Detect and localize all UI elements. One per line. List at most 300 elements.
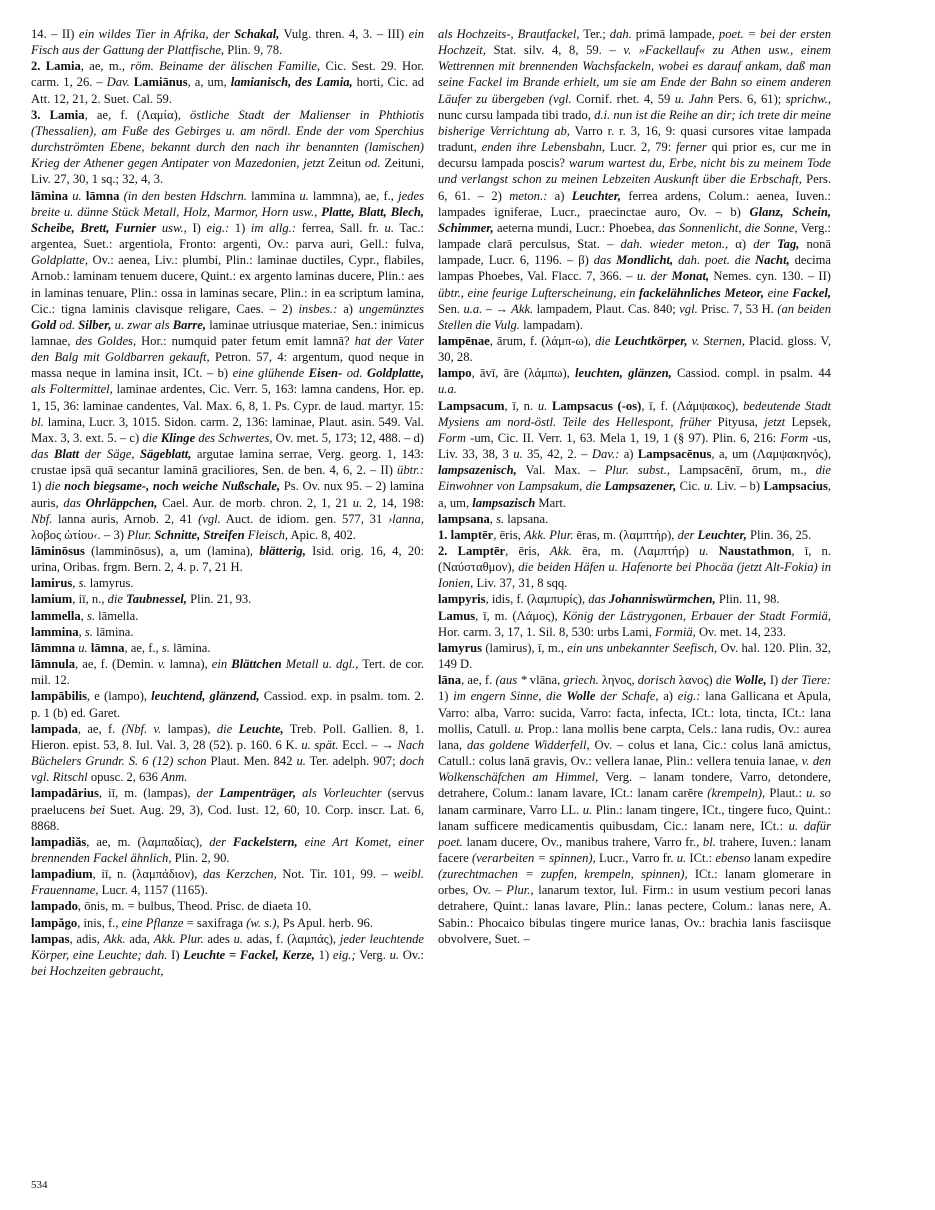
entry-text: u. Jahn [674, 91, 714, 106]
entry-headword: Naustathmon [718, 544, 792, 558]
entry-text: Cornif. rhet. 4, 59 [571, 91, 675, 106]
entry-text: , adis, [69, 931, 104, 946]
entry-text: Pers. 6, 61); [713, 91, 786, 106]
entry-text: , ae, m., [80, 59, 131, 74]
entry-text: (aus * [495, 673, 527, 688]
entry-headword: Lamiānus [133, 75, 188, 90]
entry-text: 1) [31, 479, 46, 494]
entry-text: -us, Liv. 33, 38, 3 [438, 430, 831, 462]
entry-text: Dav. [106, 75, 134, 90]
entry-text: Glanz, Schein, Schimmer, [438, 204, 831, 235]
entry-text: Tag, [777, 237, 800, 252]
entry-text: Pers. 6, 61. – 2) [438, 172, 831, 203]
entry-text: Hor.: numquid pater fetum emit lamnā? [136, 333, 355, 348]
entry-text: Cassiod. compl. in psalm. 44 [671, 366, 831, 381]
entry-text: Metall u. dgl., [281, 657, 359, 672]
entry-text: ein Fisch aus der Gattung der Plattfische, [31, 27, 424, 58]
left-column [31, 26, 424, 979]
entry-text: lampadem, Plaut. Cas. 840; [533, 301, 680, 316]
entry-text: ferrea ardens, Colum.: aenea, Iuven.: lampades igniferae, Lucr., praecinctae auro, Ov. – b) [438, 188, 831, 219]
entry-text: u. [389, 947, 400, 962]
entry-text: die beiden Häfen u. Hafenorte bei Phocäa (jetzt Alt-Fokia) in Ionien, [438, 560, 832, 591]
entry-text: u. [582, 802, 593, 817]
entry-text: (krempeln), [707, 786, 766, 801]
entry-text: Zeitun [324, 156, 365, 171]
entry-text: ēra, m. (Λαμπτήρ) [571, 544, 700, 558]
entry-text: Lucr. 2, 79: [605, 140, 677, 155]
entry-text: die [45, 479, 65, 494]
entry-text: das Sonnenlicht, die Sonne, [657, 220, 798, 235]
entry-text: , ae, f., [124, 640, 162, 655]
entry-text: die Einwohner von Lampsakum, die [438, 463, 831, 494]
entry-headword: lampēnae [438, 333, 490, 348]
entry-text: dorisch [637, 673, 676, 688]
entry-text: Sägeblatt, [140, 447, 192, 462]
entry-text: aeterna mundi, Lucr.: Phoebea, [493, 220, 658, 235]
entry-headword: 1. lamptēr [438, 527, 494, 542]
entry-text: der [209, 834, 233, 849]
entry-text: lammina [246, 188, 300, 203]
entry-text: s. [496, 511, 505, 526]
entry-text: Ov. hal. 120. Plin. 32, 149 D. [438, 640, 831, 672]
entry-text: Cic. [676, 479, 704, 494]
entry-text: , e (lampo), [87, 689, 152, 704]
entry-text: östliche Stadt der Malienser in Phthiotis (Thessalien), am Fuße des Gebirges u. am nördl. Ende der vom Sperchius durchströmten Ebene, bekannt durch den nach ihr benannten (lamischen) Krieg der Athener gegen Antipater von Mazedonien, jetzt [31, 107, 425, 171]
entry-text: , iī, m. (lampas), [98, 786, 197, 801]
entry-text: lanam expedire [750, 850, 832, 865]
entry-text: Wolle [566, 689, 596, 704]
entry-text: u. [233, 931, 244, 946]
entry-text: , inis, f., [77, 915, 122, 930]
entry-text: Mart. [535, 495, 567, 510]
entry-text: der Tiere: [781, 673, 831, 688]
dictionary-entry [31, 898, 424, 914]
entry-headword: lāmna [90, 640, 125, 655]
entry-text: das [588, 592, 609, 607]
entry-text: das goldene Widderfell, [466, 737, 590, 752]
entry-text: v. den Wolkenschäfchen am Himmel, [438, 754, 831, 785]
entry-text: eine Pflanze [121, 915, 184, 930]
entry-text: Eccl. – [338, 737, 382, 752]
entry-headword: lampado [31, 899, 78, 914]
dictionary-entry [31, 640, 424, 656]
entry-text: (zurechtmachen = zupfen, krempeln, spinnen), [438, 867, 688, 882]
entry-text: trahere, Iuven.: lanam facere [438, 834, 832, 865]
entry-text: , āvī, āre (λάμπω), [471, 366, 575, 381]
entry-text: jeder leuchtende Körper, eine Leuchte; dah. [31, 931, 424, 962]
entry-text: Ov.: aenea, Liv.: plumbi, Plin.: laminae ductiles, Cypr., flabiles, Arnob.: laminam tenuem ducere, Quint.: ex argento laminas ducere, Plin.: aes in laminas tenuare, Plin.: ossa in laminas secare, Plin.: in ea scriptum lamina, Cic.: tigna laminis clavisque religare, Caes. – 2) [31, 253, 424, 316]
entry-text: nunc cursu lampada tibi trado, [438, 107, 595, 122]
entry-text: Leuchte, [238, 721, 284, 736]
entry-text: Not. Tir. 101, 99. – [276, 867, 394, 882]
entry-text: u. [352, 495, 363, 510]
dictionary-entry [438, 333, 831, 365]
entry-text: Monat, [671, 269, 710, 284]
dictionary-entry [31, 915, 424, 931]
entry-text: Blättchen [231, 657, 282, 672]
entry-text: ungemünztes [358, 301, 424, 316]
entry-text: – 3) [100, 527, 128, 542]
entry-text: lana Gallicana et Apula, Varro: alba, Varro: sucida, Varro: facta, infecta, ICt.: lota, tincta, ICt.: lana mollis, Catull. [438, 689, 832, 736]
entry-text: griech. [563, 673, 599, 688]
entry-text: eig.: [206, 220, 230, 235]
entry-text: ada, [125, 931, 154, 946]
entry-text: u.a. [438, 382, 457, 397]
entry-text: bedeutende Stadt Mysiens am nord-östl. Teile des Hellespont, früher [438, 398, 832, 429]
entry-text: Blatt [53, 447, 80, 462]
entry-text: Suet. Aug. 29, 3), Cod. Iust. 12, 60, 10. Corp. inscr. Lat. 6, 8868. [31, 802, 424, 833]
entry-text: eine glühende [232, 366, 309, 381]
entry-text: Nacht, [755, 253, 790, 268]
entry-text: , ī, m. (Λάμος), [475, 608, 563, 623]
dictionary-entry [31, 608, 424, 624]
entry-text: ‹. [93, 527, 101, 542]
entry-text: = saxifraga [183, 915, 247, 930]
entry-headword: lampăgo [31, 915, 78, 930]
entry-text: Liv. – b) [713, 479, 764, 494]
entry-text: u.a. [463, 301, 483, 316]
dictionary-entry [31, 624, 424, 640]
entry-text: Plin.: lanam tingere, ICt., tingere fuco, Quint.: lanam sufficere medicamentis quibusdam, Cic.: lanam nere, ICt.: [438, 802, 831, 833]
entry-text: röm. Beiname der älischen Familie, [130, 59, 321, 74]
dictionary-entry [438, 591, 831, 607]
entry-text: Schnitte, Streifen [154, 527, 245, 542]
entry-text: jedes breite u. dünne Stück Metall, Holz, Marmor, Horn usw., [31, 188, 424, 219]
entry-text: weibl. Frauenname, [31, 867, 424, 898]
entry-text: des Goldes, [75, 333, 137, 348]
entry-text: α) [728, 237, 754, 252]
entry-text: u. spät. [301, 737, 339, 752]
entry-text: , [72, 576, 79, 591]
entry-text: , iī, n., [72, 592, 108, 607]
entry-text: u. [676, 850, 687, 865]
entry-text: , iī, n. (λαμπάδιον), [92, 867, 203, 882]
entry-headword: lamium [31, 592, 73, 607]
entry-text: Fackel, [792, 285, 832, 300]
entry-text: Goldplatte, [31, 253, 89, 268]
entry-headword: Lamus [438, 608, 476, 623]
entry-text: eig.: [677, 689, 701, 704]
entry-text [709, 544, 719, 558]
entry-text: a) [619, 447, 638, 462]
entry-text: das Kerzchen, [202, 867, 277, 882]
entry-headword: 2. Lamptēr [438, 544, 506, 558]
entry-text: die [595, 333, 615, 348]
entry-text: noch biegsame-, noch weiche Nußschale, [64, 479, 281, 494]
entry-text: Zeituni, Liv. 27, 30, 1 sq.; 32, 4, 3. [31, 156, 424, 187]
entry-text: (lamirus), ī, m., [482, 640, 568, 655]
dictionary-entry [31, 58, 424, 106]
entry-text: Ohrläppchen, [85, 495, 158, 510]
entry-text: Ov. met. 14, 233. [695, 624, 786, 639]
dictionary-entry [31, 107, 424, 188]
entry-text: 1) [314, 947, 333, 962]
entry-headword: lamyrus [438, 640, 483, 655]
entry-text: die [107, 592, 127, 607]
entry-text: 35, 42, 2. – [522, 447, 592, 462]
entry-text: laminae utriusque materiae, Sen.: inimicus lamnae, [31, 317, 424, 348]
right-column [438, 26, 831, 947]
dictionary-entry [438, 672, 831, 947]
entry-text: λοβος ὠτίου [31, 527, 94, 542]
entry-text: ICt.: [686, 850, 716, 865]
entry-text: Akk. [103, 931, 126, 946]
entry-text: lanarum textor, Iul. Firm.: in usum vestium pecori lanas detrahere, Quint.: lanas lavare, Plin.: lanas pectere, Colum.: lanas nere, A. Sabin.: Phocaico bibulas tingere murice lanas, Ov.: brachia lanis fasciisque obvolvere, Suet. – [438, 883, 831, 946]
entry-text: v. Sternen, [687, 333, 745, 348]
entry-headword: lāminōsus [31, 544, 85, 558]
entry-headword: lāmna [85, 188, 120, 203]
entry-text: Prop.: lana mollis bene carpta, Cels.: lana rudis, Ov.: aurea lana, [438, 721, 831, 752]
entry-text: 1) [229, 220, 251, 235]
entry-text: Plin. 9, 78. [224, 43, 283, 58]
entry-text: Akk. Plur. [153, 931, 204, 946]
entry-text: Pityusa, [711, 414, 765, 429]
entry-text: als Foltermittel, [31, 382, 113, 397]
entry-text: , ī, n. [504, 398, 538, 413]
entry-text: Verg.: lampade clarā perculsus, Stat. – [438, 220, 832, 252]
entry-text: , ī, n. (Ναύσταθμον), [438, 544, 831, 575]
entry-text: Akk. Plur. [524, 527, 574, 542]
entry-text: , ārum, f. (λάμπ-ω), [489, 333, 596, 348]
entry-text: (w. s.), [246, 915, 280, 930]
entry-text: lāmina. [92, 624, 134, 639]
entry-text: ferrea, Sall. fr. [296, 220, 385, 235]
entry-text: Leuchter, [571, 188, 622, 203]
entry-text: 14. – II) [31, 27, 79, 41]
entry-text: lāmina. [169, 640, 211, 655]
entry-text: , ae, f. (Λαμία), [84, 107, 191, 122]
entry-text: ades [203, 931, 234, 946]
entry-text: Leuchte = Fackel, Kerze, [183, 947, 315, 962]
entry-text: od. [342, 366, 367, 381]
entry-text: Schakal, [234, 27, 280, 41]
entry-text: ICt.: lanam glomerare in orbes, Ov. – [438, 867, 831, 898]
entry-text: der Schafe, [595, 689, 659, 704]
entry-headword: lammella [31, 608, 81, 623]
entry-text: Plin. 2, 90. [171, 850, 230, 865]
entry-text: hat der Vater den Balg mit Goldbarren gekauft, [31, 333, 424, 365]
entry-text: ēras, m. (λαμπτήρ), [573, 527, 678, 542]
entry-text: Ov. – colus et lana, Cic.: colus lanā amictus, Catull.: colus lanā gravis, Ov.: vellera lanae, Plin.: vellera tenuia lanae, [438, 737, 831, 769]
entry-headword: lampada [31, 721, 78, 736]
entry-text: Dav.: [591, 447, 620, 462]
entry-text: , ēris, [505, 544, 550, 558]
entry-text: Mondlicht, [616, 253, 674, 268]
entry-text: Plin. 21, 93. [186, 592, 252, 607]
entry-text: leuchtend, glänzend, [151, 689, 260, 704]
entry-text: jetzt [764, 414, 786, 429]
entry-text: bei [89, 802, 105, 817]
entry-text: Ov. met. 5, 173; 12, 488. – d) [272, 430, 424, 445]
entry-text: Stat. silv. 4, 8, 59. – [485, 43, 624, 58]
entry-text: Treb. Poll. Gallien. 8, 1. Hieron. epist. 53, 8. Iul. Val. 3, 28 (52). p. 160. 6 K. [31, 721, 424, 752]
entry-text: Lampsacēnī, ōrum, m., [670, 463, 816, 478]
entry-headword: Lampsacius [763, 479, 828, 494]
entry-text: Akk. [549, 544, 572, 558]
entry-text: die [216, 721, 239, 736]
entry-headword: lampsana [438, 511, 490, 526]
entry-text: Barre, [172, 317, 207, 332]
entry-text: das [31, 447, 54, 462]
entry-text: Plaut.: [765, 786, 807, 801]
entry-text: der [196, 786, 220, 801]
entry-text: lampsazisch [472, 495, 536, 510]
entry-text: a) [547, 188, 572, 203]
entry-text: v. [157, 657, 166, 672]
entry-text: (in den besten Hdschrn. [123, 188, 247, 203]
entry-text: insbes.: [298, 301, 338, 316]
entry-text: u. dafür poet. [438, 818, 831, 849]
entry-text: horti, Cic. ad Att. 12, 21, 2. Suet. Cal. 59. [31, 75, 424, 106]
entry-text: (verarbeiten = spinnen), [472, 850, 596, 865]
dictionary-entry [438, 365, 831, 397]
entry-text: → Nach Büchelers Grundr. S. 6 (12) schon [31, 737, 424, 769]
entry-text: Ov.: [399, 947, 424, 962]
entry-text: doch vgl. Ritschl [31, 754, 424, 785]
entry-headword: lampo [438, 366, 472, 381]
entry-headword: lampābilis [31, 689, 87, 704]
entry-text: Vulg. thren. 4, 3. – III) [279, 27, 409, 41]
entry-text: u. der [636, 269, 672, 284]
entry-text: ferner [676, 140, 707, 155]
entry-text: Plur. [127, 527, 155, 542]
entry-text: vgl. [679, 301, 698, 316]
entry-text: u. [537, 398, 548, 413]
entry-text: Leuchter, [697, 527, 747, 542]
entry-text: , ae, m. (λαμπαδίας), [86, 834, 210, 849]
entry-text: ein [211, 657, 232, 672]
entry-text: ebenso [715, 850, 751, 865]
entry-text: ein wildes Tier in Afrika, der [78, 27, 235, 41]
entry-text: Klinge [160, 430, 196, 445]
entry-text: s. [78, 576, 87, 591]
entry-text: eine Art Komet, einer brennenden Fackel ähnlich, [31, 834, 424, 865]
entry-text: Tac.: argentea, Suet.: argentiola, Fronto: argenti, Ov.: parva auri, Gell.: fulva, [31, 220, 425, 252]
dictionary-entry [438, 26, 831, 333]
entry-text: Nemes. cyn. 130. – II) [709, 269, 832, 284]
entry-text: Johanniswürmchen, [608, 592, 716, 607]
entry-text: u. so [806, 786, 831, 801]
entry-text: Goldplatte, [366, 366, 424, 381]
entry-text: Lampenträger, [219, 786, 297, 801]
entry-text: die [142, 430, 161, 445]
dictionary-entry [31, 834, 424, 866]
entry-text: die [715, 673, 735, 688]
entry-text: Cael. Aur. de morb. chron. 2, 1, 21 [157, 495, 353, 510]
entry-text: Anm. [161, 770, 188, 785]
entry-text: übtr.: [397, 463, 424, 478]
entry-text: u. [78, 640, 88, 655]
entry-text: I) [167, 947, 184, 962]
entry-text: , ēris, [493, 527, 525, 542]
entry-text: Apic. 8, 402. [288, 527, 356, 542]
entry-text: lampadam). [519, 317, 583, 332]
entry-text: laminae ardentes, Cic. Verr. 5, 163: lamna candens, Hor. ep. 1, 15, 36: laminae candentes, Val. Max. 6, 8, 1. Ps. Cypr. de laud. martyr. 15: [31, 382, 424, 413]
entry-text: Taubnessel, [126, 592, 187, 607]
entry-text: I) [766, 673, 782, 688]
entry-text: a) [337, 301, 359, 316]
entry-text: des Schwertes, [195, 430, 273, 445]
entry-text: Liv. 37, 31, 8 sqq. [473, 576, 568, 591]
entry-text: Verg. [355, 947, 390, 962]
dictionary-entry [438, 511, 831, 527]
entry-text: ληνος, [598, 673, 638, 688]
entry-text: der [677, 527, 698, 542]
entry-headword: lampadiăs [31, 834, 87, 849]
entry-text: dah. wieder meton., [620, 237, 729, 252]
entry-text: -um, Cic. II. Verr. 1, 63. Mela 1, 19, 1 (§ 97). Plin. 6, 216: [466, 430, 781, 445]
dictionary-entry [31, 721, 424, 786]
entry-text: Plur., [506, 883, 534, 898]
entry-text: Verg. – lanam tondere, Varro, detondere, detrahere, Colum.: lanam lavare, ICt.: lanam carĕre [438, 770, 831, 801]
entry-headword: lāmnula [31, 657, 76, 672]
page-number: 534 [31, 1179, 48, 1191]
entry-text: Plaut. Men. 842 [206, 754, 297, 769]
entry-text: (vgl. [198, 511, 221, 526]
entry-headword: lampadium [31, 867, 93, 882]
entry-text: , a, um, [438, 479, 832, 510]
entry-text: eine [763, 285, 793, 300]
entry-text: → Akk. [495, 301, 534, 316]
entry-text: Eisen- [308, 366, 343, 381]
entry-text: warum wartest du, Erbe, nicht bis zu meinem Tode und verlangst schon zu meinen Lebzeiten Auskunft über die Erbschaft, [438, 156, 832, 187]
dictionary-entry [31, 656, 424, 688]
entry-text: primā lampade, [631, 27, 719, 41]
entry-text: – [482, 301, 496, 316]
entry-text: lamianisch, des Lamia, [230, 75, 353, 90]
entry-text: u. [513, 447, 523, 462]
entry-text: König der Lästrygonen, Erbauer der Stadt Formiä, [562, 608, 832, 623]
entry-text: Formiä, [654, 624, 696, 639]
entry-text: u. [514, 721, 524, 736]
entry-text: sprichw., [785, 91, 831, 106]
entry-text: lamina, Lucr. 3, 1015. Sidon. carm. 2, 136: laminae, Plaut. asin. 549. Val. Max. 3, 3. ext. 5. – c) [31, 414, 424, 445]
entry-text: leuchten, glänzen, [574, 366, 672, 381]
entry-text: Cassiod. exp. in psalm. tom. 2. p. 1 (b) ed. Garet. [31, 689, 424, 720]
entry-text: Isid. orig. 16, 4, 20: urina, Oribas. frgm. Bern. 2, 4. p. 7, 21 H. [31, 544, 424, 575]
entry-text: Prisc. 7, 53 H. [697, 301, 778, 316]
entry-text: Leuchtkörper, [614, 333, 688, 348]
entry-text: , [78, 624, 85, 639]
entry-headword: 2. Lamia [31, 59, 81, 74]
entry-text: u. zwar als [111, 317, 173, 332]
dictionary-entry [438, 398, 831, 511]
entry-headword: lampyris [438, 592, 486, 607]
entry-text: lāmella. [95, 608, 139, 623]
entry-text: u. [296, 754, 306, 769]
entry-text: 2, 14, 198: [362, 495, 424, 510]
entry-headword: Lampsacus (-os) [551, 398, 642, 413]
entry-text: argutae lamina serrae, Verg. georg. 1, 143: crustae ipsā quā secantur laminā graciliores, Sen. de ben. 4, 6, 2. – II) [31, 447, 424, 478]
entry-text: blätterig, [259, 544, 306, 558]
entry-text: Ps. Ov. nux 95. – 2) lamina auris, [31, 479, 424, 510]
dictionary-entry [31, 866, 424, 898]
entry-text: , idis, f. (λαμπυρίς), [485, 592, 589, 607]
entry-text: Ps Apul. herb. 96. [279, 915, 374, 930]
entry-text: das [593, 253, 617, 268]
dictionary-entry [31, 188, 424, 543]
entry-text: lapsana. [504, 511, 549, 526]
entry-text: übtr., eine feurige Lufterscheinung, ein [438, 285, 639, 300]
dictionary-entry [31, 591, 424, 607]
entry-text: u. [384, 220, 394, 235]
entry-text: Form [438, 430, 466, 445]
entry-text: Petron. 57, 4: argentum, quod neque in massa neque in lamina insit, ICt. – b) [31, 350, 425, 381]
entry-text: lamna), [165, 657, 212, 672]
entry-text: Form [780, 430, 809, 445]
entry-text: poet. = bei der ersten Hochzeit, [438, 27, 832, 58]
entry-headword: 3. Lamia [31, 107, 85, 122]
